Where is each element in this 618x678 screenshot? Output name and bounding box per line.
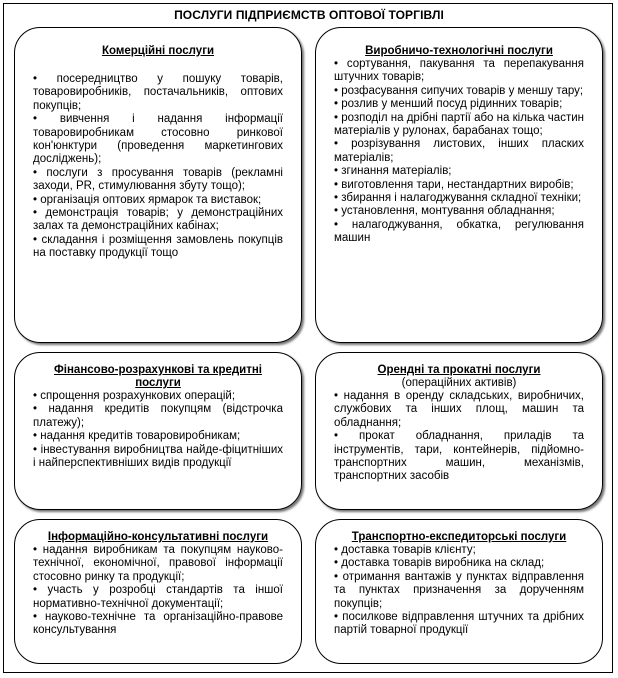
list-item: • участь у розробці стандартів та іншої нормативно-технічної документації;	[33, 584, 283, 611]
list-item: • прокат обладнання, приладів та інструментів, тари, контейнерів, підйомно-транспортних машин, механізмів, транспортних засобів	[334, 430, 584, 484]
list-item: • надання в оренду складських, виробничих, службових та інших площ, машин та обладнання;	[334, 390, 584, 430]
list-item: • демонстрація товарів; у демонстраційних залах та демонстраційних кабінах;	[33, 207, 283, 234]
list-item: • налагоджування, обкатка, регулювання машин	[334, 219, 584, 246]
commercial-services-box	[14, 27, 302, 343]
rental-services-box	[315, 352, 603, 510]
list-item: • послуги з просування товарів (рекламні заходи, PR, стимулювання збуту тощо);	[33, 167, 283, 194]
rental-services-subtitle: (операційних активів)	[401, 377, 517, 389]
production-services-title: Виробничо-технологічні послуги	[365, 45, 553, 57]
list-item: • отримання вантажів у пунктах відправлення та пунктах призначення за дорученням покупців;	[334, 571, 584, 611]
list-item: • сортування, пакування та перепакування штучних товарів;	[334, 58, 584, 85]
diagram-title: ПОСЛУГИ ПІДПРИЄМСТВ ОПТОВОЇ ТОРГІВЛІ	[174, 8, 444, 22]
rental-services-title: Орендні та прокатні послуги	[377, 364, 541, 376]
list-item: • розфасування сипучих товарів у меншу тару;	[334, 85, 584, 98]
financial-services-title: Фінансово-розрахункові та кредитні послуги	[53, 364, 263, 389]
list-item: • науково-технічне та організаційно-правове консультування	[33, 611, 283, 638]
list-item: • розрізування листових, інших пласких матеріалів;	[334, 138, 584, 165]
list-item: • доставка товарів виробника на склад;	[334, 557, 584, 570]
commercial-services-list	[33, 73, 283, 261]
production-services-box	[315, 27, 603, 343]
production-services-list	[334, 58, 584, 246]
list-item: • надання виробникам та покупцям науково-технічної, економічної, правової інформації стосовно ринку та продукції;	[33, 544, 283, 584]
list-item: • надання кредитів покупцям (відстрочка платежу);	[33, 403, 283, 430]
list-item: • спрощення розрахункових операцій;	[33, 390, 283, 403]
list-item: • посередництво у пошуку товарів, товаровиробників, постачальників, оптових покупців;	[33, 73, 283, 113]
list-item: • організація оптових ярмарок та виставок;	[33, 194, 283, 207]
list-item: • доставка товарів клієнту;	[334, 544, 584, 557]
list-item: • збирання і налагоджування складної техніки;	[334, 192, 584, 205]
transport-services-title: Транспортно-експедиторські послуги	[351, 531, 567, 543]
transport-services-box	[315, 519, 603, 664]
info-services-list	[33, 544, 283, 638]
transport-services-list	[334, 544, 584, 638]
list-item: • складання і розміщення замовлень покупців на поставку продукції тощо	[33, 234, 283, 261]
commercial-services-title: Комерційні послуги	[101, 45, 215, 57]
list-item: • установлення, монтування обладнання;	[334, 205, 584, 218]
list-item: • посилкове відправлення штучних та дрібних партій товарної продукції	[334, 611, 584, 638]
list-item: • виготовлення тари, нестандартних виробів;	[334, 179, 584, 192]
list-item: • інвестування виробництва найде-фіцитніших і найперспективніших видів продукції	[33, 444, 283, 471]
info-services-title: Інформаційно-консультативні послуги	[47, 531, 269, 543]
list-item: • розлив у менший посуд рідинних товарів;	[334, 98, 584, 111]
financial-services-list	[33, 390, 283, 470]
info-services-box	[14, 519, 302, 664]
list-item: • розподіл на дрібні партії або на кілька частин матеріалів у рулонах, барабанах тощо;	[334, 112, 584, 139]
financial-services-box	[14, 352, 302, 510]
list-item: • вивчення і надання інформації товаровиробникам стосовно ринкової кон'юнктури (проведення маркетингових досліджень);	[33, 113, 283, 167]
rental-services-list	[334, 390, 584, 484]
list-item: • надання кредитів товаровиробникам;	[33, 430, 283, 443]
list-item: • згинання матеріалів;	[334, 165, 584, 178]
